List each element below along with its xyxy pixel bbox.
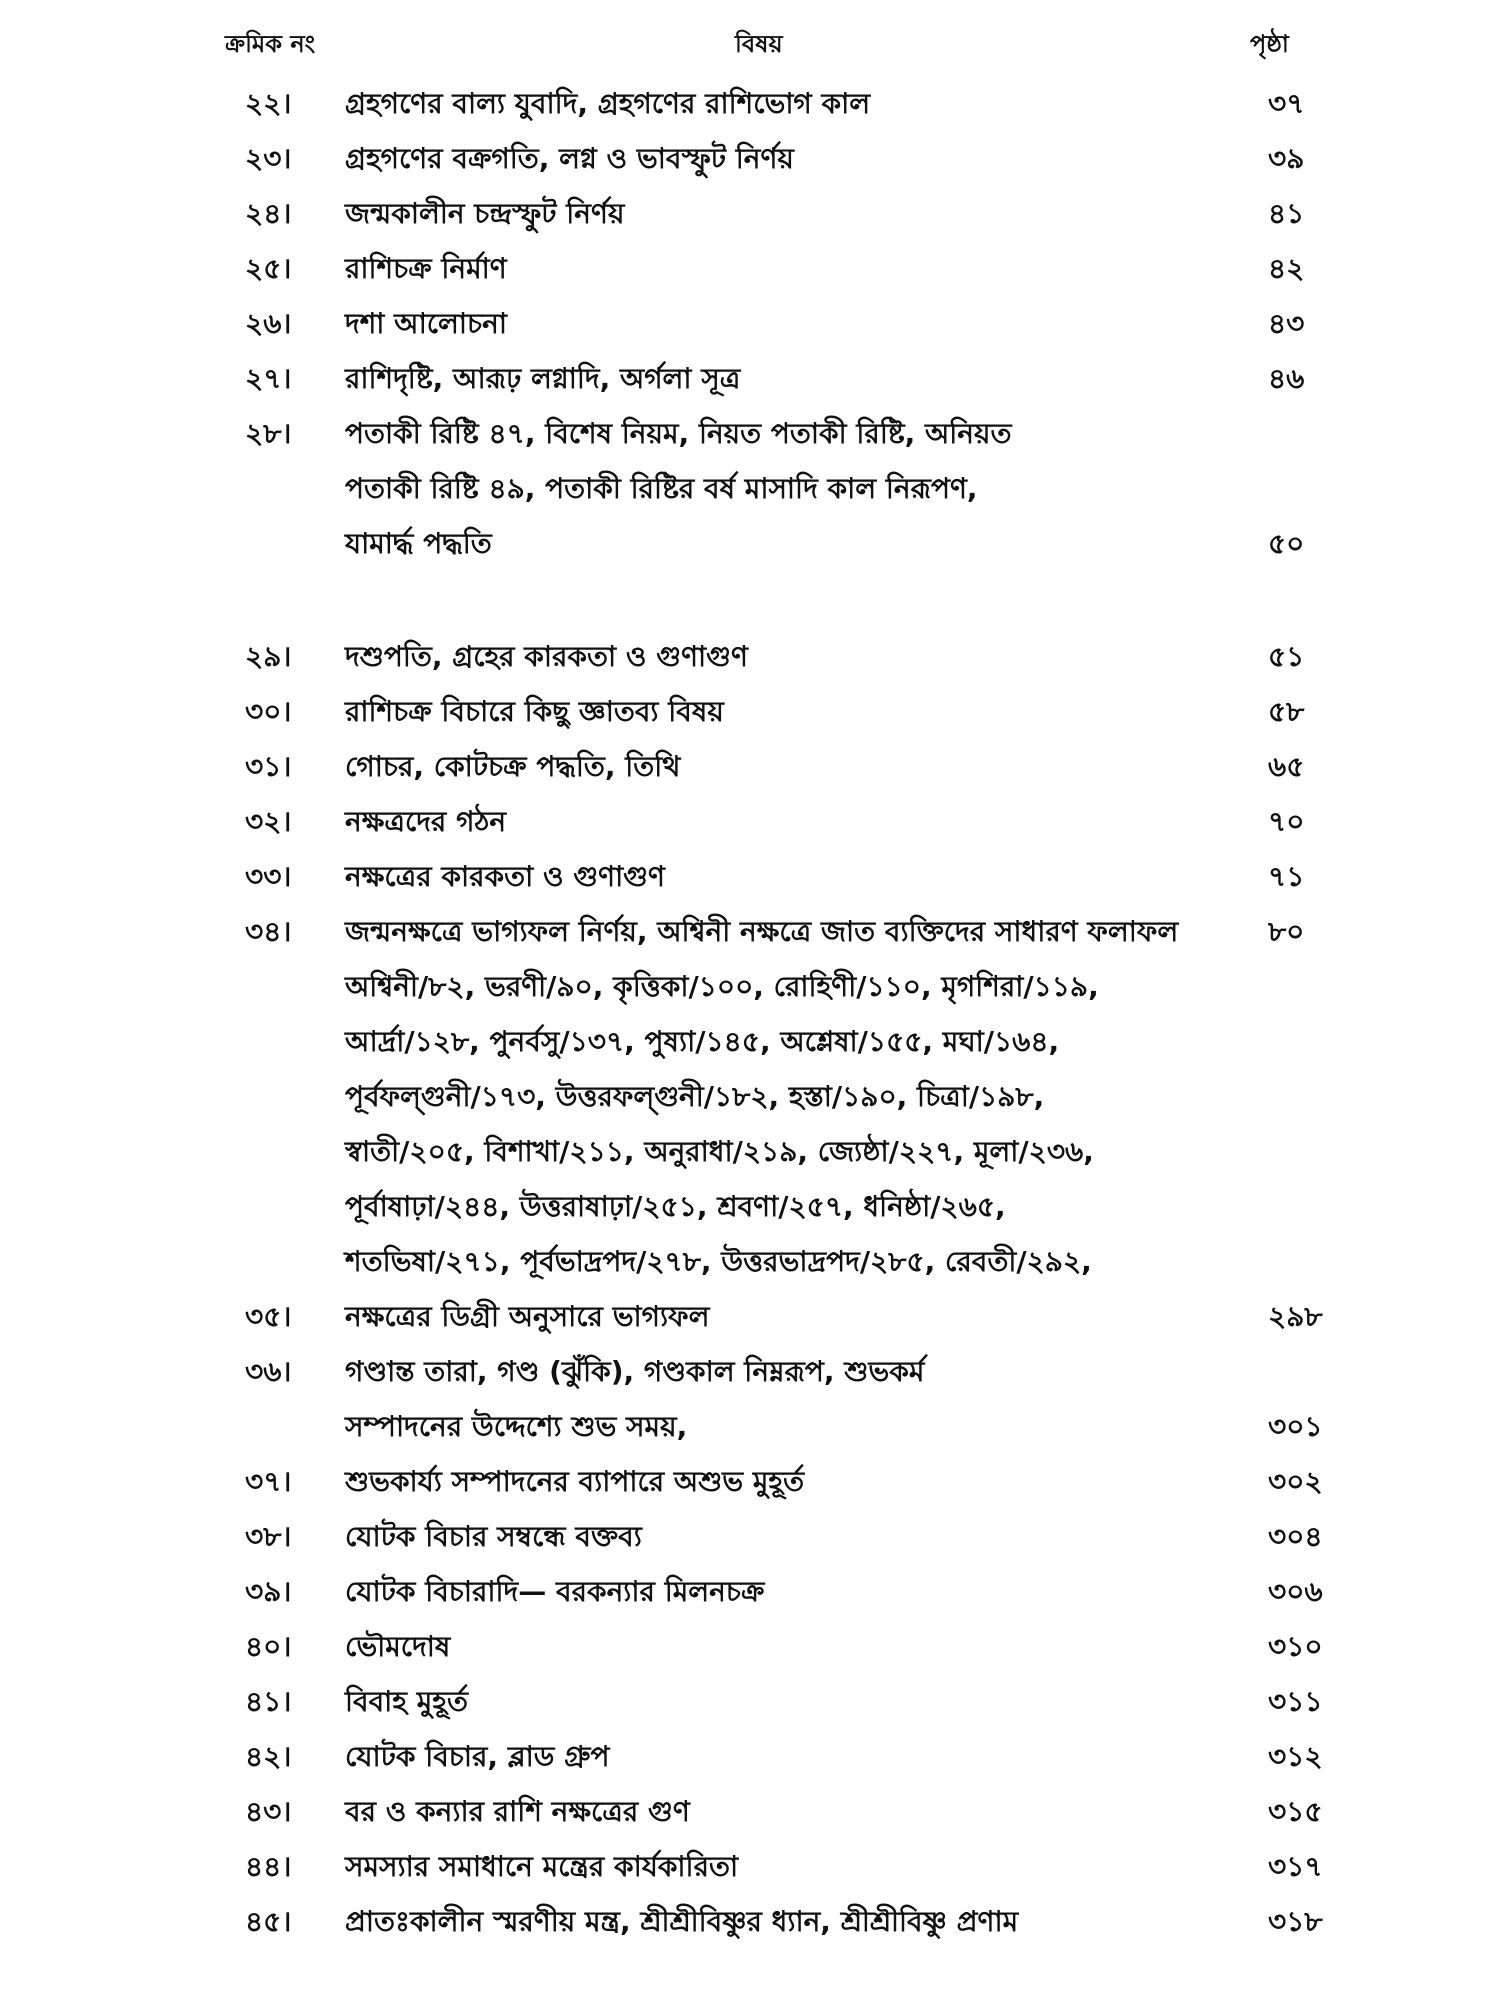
toc-entry-title xyxy=(345,1839,1245,1894)
toc-entry-number: ২২। xyxy=(245,87,292,120)
toc-entry-number: ৪২। xyxy=(245,1740,292,1773)
toc-entry-line: শতভিষা/২৭১, পূর্বভাদ্রপদ/২৭৮, উত্তরভাদ্রপদ/২৮৫, রেবতী/২৯২, xyxy=(345,1245,1092,1278)
toc-entry-number: ৩৬। xyxy=(245,1355,292,1388)
toc-row xyxy=(0,296,1500,351)
toc-entry-line: রাশিচক্র বিচারে কিছু জ্ঞাতব্য বিষয় xyxy=(345,695,724,728)
toc-entry-title xyxy=(345,1894,1245,1949)
toc-entry-line: গ্রহগণের বক্রগতি, লগ্ন ও ভাবস্ফুট নির্ণয় xyxy=(345,142,794,175)
toc-entry-title xyxy=(345,849,1245,904)
toc-entry-title xyxy=(345,296,1245,351)
toc-row xyxy=(0,186,1500,241)
toc-entry-title xyxy=(345,131,1245,186)
toc-entry-number: ৩৩। xyxy=(245,860,292,893)
toc-entry-number: ৩২। xyxy=(245,805,292,838)
toc-entry-page: ৫৮ xyxy=(1268,695,1305,728)
toc-entry-line: দশা আলোচনা xyxy=(345,307,507,340)
toc-row xyxy=(0,351,1500,406)
toc-entry-number: ২৩। xyxy=(245,142,292,175)
toc-entry-number: ৪১। xyxy=(245,1685,292,1718)
toc-entry-line: প্রাতঃকালীন স্মরণীয় মন্ত্র, শ্রীশ্রীবিষ্ণুর ধ্যান, শ্রীশ্রীবিষ্ণু প্রণাম xyxy=(345,1905,1019,1938)
toc-row xyxy=(0,1619,1500,1674)
toc-entry-line: দশুপতি, গ্রহের কারকতা ও গুণাগুণ xyxy=(345,640,748,673)
toc-row xyxy=(0,904,1500,1289)
toc-row xyxy=(0,684,1500,739)
toc-entry-number: ৩৪। xyxy=(245,915,292,948)
toc-entry-title xyxy=(345,1729,1245,1784)
toc-entry-line: যামার্দ্ধ পদ্ধতি xyxy=(345,527,492,560)
header-page: পৃষ্ঠা xyxy=(1250,30,1289,58)
toc-entry-title xyxy=(345,1454,1245,1509)
toc-entry-number: ২৮। xyxy=(245,417,292,450)
toc-entry-line: শুভকার্য্য সম্পাদনের ব্যাপারে অশুভ মুহূর্ত xyxy=(345,1465,805,1498)
toc-entry-line: জন্মনক্ষত্রে ভাগ্যফল নির্ণয়, অশ্বিনী নক্ষত্রে জাত ব্যক্তিদের সাধারণ ফলাফল xyxy=(345,915,1179,948)
toc-entry-page: ৩১১ xyxy=(1268,1685,1323,1718)
toc-row xyxy=(0,849,1500,904)
toc-entry-title xyxy=(345,1564,1245,1619)
toc-entry-title xyxy=(345,1289,1245,1344)
toc-row xyxy=(0,406,1500,571)
toc-entry-line: যোটক বিচার, ব্লাড গ্রুপ xyxy=(345,1740,610,1773)
toc-entry-number: ৩৯। xyxy=(245,1575,292,1608)
toc-entry-line: রাশিদৃষ্টি, আরূঢ় লগ্নাদি, অর্গলা সূত্র xyxy=(345,362,741,395)
toc-entry-line: আর্দ্রা/১২৮, পুনর্বসু/১৩৭, পুষ্যা/১৪৫, অশ্লেষা/১৫৫, মঘা/১৬৪, xyxy=(345,1025,1060,1058)
toc-entry-page: ৩১২ xyxy=(1268,1740,1323,1773)
toc-entry-number: ৪০। xyxy=(245,1630,292,1663)
toc-entry-title xyxy=(345,629,1245,684)
toc-entry-page: ৫১ xyxy=(1268,640,1305,673)
toc-row xyxy=(0,131,1500,186)
toc-entry-title xyxy=(345,794,1245,849)
toc-entry-title xyxy=(345,1344,1245,1454)
toc-entry-title xyxy=(345,684,1245,739)
toc-entry-page: ৬৫ xyxy=(1268,750,1305,783)
toc-entry-title xyxy=(345,904,1245,1289)
toc-entry-line: ভৌমদোষ xyxy=(345,1630,451,1663)
toc-entry-page: ৪৩ xyxy=(1268,307,1305,340)
toc-entry-page: ৭০ xyxy=(1268,805,1305,838)
toc-entry-title xyxy=(345,186,1245,241)
toc-entry-line: অশ্বিনী/৮২, ভরণী/৯০, কৃত্তিকা/১০০, রোহিণী/১১০, মৃগশিরা/১১৯, xyxy=(345,970,1099,1003)
toc-entry-number: ২৫। xyxy=(245,252,292,285)
toc-list xyxy=(0,76,1500,1949)
toc-entry-line: পতাকী রিষ্টি ৪৯, পতাকী রিষ্টির বর্ষ মাসাদি কাল নিরূপণ, xyxy=(345,472,978,505)
toc-entry-title xyxy=(345,1784,1245,1839)
toc-entry-title xyxy=(345,1509,1245,1564)
toc-entry-number: ২৯। xyxy=(245,640,292,673)
toc-row xyxy=(0,1564,1500,1619)
toc-entry-page: ৩০২ xyxy=(1268,1465,1323,1498)
toc-row xyxy=(0,1454,1500,1509)
header-serial: ক্রমিক নং xyxy=(225,30,316,58)
toc-entry-line: নক্ষত্রের ডিগ্রী অনুসারে ভাগ্যফল xyxy=(345,1300,710,1333)
toc-entry-title xyxy=(345,241,1245,296)
toc-entry-number: ২৪। xyxy=(245,197,292,230)
toc-entry-page: ৭১ xyxy=(1268,860,1305,893)
toc-entry-page: ৩০৬ xyxy=(1268,1575,1323,1608)
toc-entry-number: ৩৮। xyxy=(245,1520,292,1553)
section-gap xyxy=(0,571,1500,629)
toc-entry-page: ৩১৭ xyxy=(1268,1850,1323,1883)
toc-entry-line: পূর্বাষাঢ়া/২৪৪, উত্তরাষাঢ়া/২৫১, শ্রবণা/২৫৭, ধনিষ্ঠা/২৬৫, xyxy=(345,1190,1006,1223)
toc-entry-line: গ্রহগণের বাল্য যুবাদি, গ্রহগণের রাশিভোগ কাল xyxy=(345,87,871,120)
toc-entry-line: জন্মকালীন চন্দ্রস্ফুট নির্ণয় xyxy=(345,197,625,230)
toc-row xyxy=(0,629,1500,684)
toc-entry-page: ৮০ xyxy=(1268,915,1305,948)
toc-entry-title xyxy=(345,739,1245,794)
toc-entry-title xyxy=(345,1619,1245,1674)
toc-row xyxy=(0,1509,1500,1564)
toc-entry-page: ৩১৮ xyxy=(1268,1905,1323,1938)
toc-entry-number: ৩৭। xyxy=(245,1465,292,1498)
toc-entry-line: বর ও কন্যার রাশি নক্ষত্রের গুণ xyxy=(345,1795,690,1828)
toc-entry-line: পতাকী রিষ্টি ৪৭, বিশেষ নিয়ম, নিয়ত পতাকী রিষ্টি, অনিয়ত xyxy=(345,417,1012,450)
toc-entry-page: ৪১ xyxy=(1268,197,1305,230)
toc-entry-line: সম্পাদনের উদ্দেশ্যে শুভ সময়, xyxy=(345,1410,688,1443)
toc-entry-page: ৪৬ xyxy=(1268,362,1305,395)
toc-entry-number: ৩০। xyxy=(245,695,292,728)
toc-entry-page: ২৯৮ xyxy=(1268,1300,1323,1333)
toc-entry-number: ২৬। xyxy=(245,307,292,340)
toc-row xyxy=(0,1674,1500,1729)
toc-row xyxy=(0,1289,1500,1344)
toc-row xyxy=(0,739,1500,794)
toc-row xyxy=(0,241,1500,296)
toc-entry-line: গোচর, কোটচক্র পদ্ধতি, তিথি xyxy=(345,750,681,783)
toc-entry-number: ২৭। xyxy=(245,362,292,395)
toc-row xyxy=(0,1344,1500,1454)
toc-entry-page: ৩১৫ xyxy=(1268,1795,1323,1828)
toc-row xyxy=(0,1729,1500,1784)
toc-entry-line: সমস্যার সমাধানে মন্ত্রের কার্যকারিতা xyxy=(345,1850,739,1883)
toc-entry-line: যোটক বিচারাদি— বরকন্যার মিলনচক্র xyxy=(345,1575,765,1608)
toc-entry-line: বিবাহ মুহূর্ত xyxy=(345,1685,469,1718)
header-subject: বিষয় xyxy=(735,30,783,58)
toc-entry-number: ৪৩। xyxy=(245,1795,292,1828)
toc-entry-page: ৩০১ xyxy=(1268,1410,1323,1443)
toc-entry-line: রাশিচক্র নির্মাণ xyxy=(345,252,507,285)
toc-entry-line: পূর্বফল্গুনী/১৭৩, উত্তরফল্গুনী/১৮২, হস্তা/১৯০, চিত্রা/১৯৮, xyxy=(345,1080,1045,1113)
toc-entry-page: ৩১০ xyxy=(1268,1630,1323,1663)
toc-entry-page: ৫০ xyxy=(1268,527,1305,560)
toc-entry-title xyxy=(345,351,1245,406)
toc-entry-line: নক্ষত্রের কারকতা ও গুণাগুণ xyxy=(345,860,665,893)
toc-entry-number: ৪৪। xyxy=(245,1850,292,1883)
toc-entry-title xyxy=(345,1674,1245,1729)
toc-entry-title xyxy=(345,76,1245,131)
toc-row xyxy=(0,1894,1500,1949)
toc-entry-number: ৩১। xyxy=(245,750,292,783)
toc-entry-page: ৩৯ xyxy=(1268,142,1305,175)
toc-entry-line: গণ্ডান্ত তারা, গণ্ড (ঝুঁকি), গণ্ডকাল নিম্নরূপ, শুভকর্ম xyxy=(345,1355,925,1388)
toc-entry-line: স্বাতী/২০৫, বিশাখা/২১১, অনুরাধা/২১৯, জ্যেষ্ঠা/২২৭, মূলা/২৩৬, xyxy=(345,1135,1094,1168)
toc-entry-page: ৪২ xyxy=(1268,252,1305,285)
toc-entry-number: ৩৫। xyxy=(245,1300,292,1333)
toc-entry-page: ৩০৪ xyxy=(1268,1520,1323,1553)
toc-row xyxy=(0,1839,1500,1894)
toc-entry-line: নক্ষত্রদের গঠন xyxy=(345,805,507,838)
toc-row xyxy=(0,794,1500,849)
toc-entry-title xyxy=(345,406,1245,571)
toc-entry-page: ৩৭ xyxy=(1268,87,1305,120)
toc-row xyxy=(0,76,1500,131)
toc-row xyxy=(0,1784,1500,1839)
toc-entry-line: যোটক বিচার সম্বন্ধে বক্তব্য xyxy=(345,1520,642,1553)
toc-entry-number: ৪৫। xyxy=(245,1905,292,1938)
